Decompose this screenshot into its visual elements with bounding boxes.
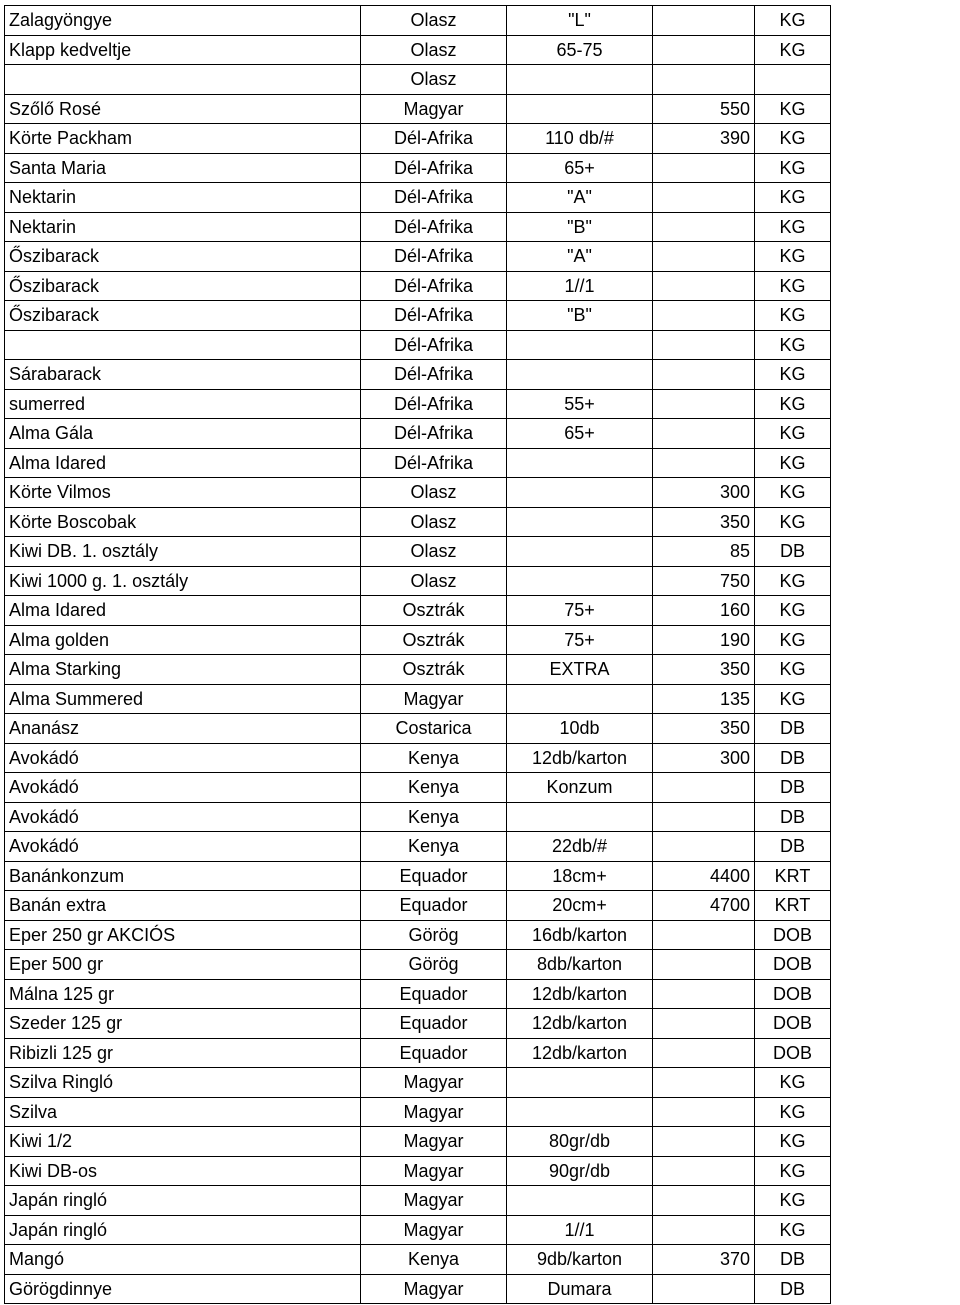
price-cell: 190 <box>653 625 755 655</box>
price-cell: 550 <box>653 94 755 124</box>
price-cell: 300 <box>653 743 755 773</box>
unit-cell: KG <box>755 94 831 124</box>
origin-cell: Magyar <box>361 1068 507 1098</box>
product-name-cell: Szilva Ringló <box>5 1068 361 1098</box>
unit-cell: DOB <box>755 1038 831 1068</box>
unit-cell: KG <box>755 1127 831 1157</box>
price-cell: 350 <box>653 655 755 685</box>
table-row <box>5 1186 831 1216</box>
price-cell <box>653 979 755 1009</box>
product-name-cell: Banán extra <box>5 891 361 921</box>
unit-cell: DB <box>755 802 831 832</box>
origin-cell: Magyar <box>361 94 507 124</box>
unit-cell: DB <box>755 743 831 773</box>
table-row <box>5 1215 831 1245</box>
product-name-cell: Avokádó <box>5 802 361 832</box>
origin-cell: Magyar <box>361 1127 507 1157</box>
product-name-cell: Eper 500 gr <box>5 950 361 980</box>
unit-cell: DOB <box>755 979 831 1009</box>
price-cell: 4400 <box>653 861 755 891</box>
price-cell: 85 <box>653 537 755 567</box>
price-cell: 370 <box>653 1245 755 1275</box>
origin-cell: Dél-Afrika <box>361 124 507 154</box>
size-cell <box>507 1068 653 1098</box>
table-row <box>5 448 831 478</box>
size-cell: EXTRA <box>507 655 653 685</box>
size-cell: 12db/karton <box>507 743 653 773</box>
unit-cell: DB <box>755 537 831 567</box>
unit-cell <box>755 65 831 95</box>
unit-cell: KG <box>755 124 831 154</box>
price-cell <box>653 360 755 390</box>
table-row <box>5 891 831 921</box>
product-name-cell: Japán ringló <box>5 1215 361 1245</box>
product-name-cell: Nektarin <box>5 183 361 213</box>
size-cell: 10db <box>507 714 653 744</box>
price-cell <box>653 330 755 360</box>
product-name-cell: Őszibarack <box>5 242 361 272</box>
size-cell <box>507 802 653 832</box>
product-name-cell: Kiwi 1/2 <box>5 1127 361 1157</box>
origin-cell: Osztrák <box>361 625 507 655</box>
table-row <box>5 743 831 773</box>
unit-cell: KG <box>755 478 831 508</box>
product-name-cell: Málna 125 gr <box>5 979 361 1009</box>
price-cell: 750 <box>653 566 755 596</box>
product-name-cell: Kiwi DB-os <box>5 1156 361 1186</box>
product-name-cell: Körte Vilmos <box>5 478 361 508</box>
origin-cell: Costarica <box>361 714 507 744</box>
table-row <box>5 1068 831 1098</box>
table-row <box>5 1097 831 1127</box>
product-name-cell: Alma Idared <box>5 596 361 626</box>
price-cell <box>653 1068 755 1098</box>
price-cell: 160 <box>653 596 755 626</box>
size-cell: 75+ <box>507 596 653 626</box>
size-cell <box>507 330 653 360</box>
price-cell <box>653 1038 755 1068</box>
unit-cell: KG <box>755 183 831 213</box>
unit-cell: KG <box>755 212 831 242</box>
table-row <box>5 802 831 832</box>
price-cell <box>653 773 755 803</box>
unit-cell: KG <box>755 566 831 596</box>
size-cell: Konzum <box>507 773 653 803</box>
table-row <box>5 183 831 213</box>
size-cell: "B" <box>507 212 653 242</box>
price-cell <box>653 802 755 832</box>
size-cell <box>507 448 653 478</box>
table-row <box>5 1127 831 1157</box>
product-name-cell: sumerred <box>5 389 361 419</box>
table-row <box>5 566 831 596</box>
size-cell: 110 db/# <box>507 124 653 154</box>
product-name-cell: Szeder 125 gr <box>5 1009 361 1039</box>
size-cell: 65+ <box>507 153 653 183</box>
size-cell <box>507 1097 653 1127</box>
origin-cell: Görög <box>361 920 507 950</box>
origin-cell: Dél-Afrika <box>361 212 507 242</box>
product-name-cell: Őszibarack <box>5 301 361 331</box>
product-name-cell: Klapp kedveltje <box>5 35 361 65</box>
price-cell <box>653 1156 755 1186</box>
size-cell <box>507 94 653 124</box>
origin-cell: Magyar <box>361 1156 507 1186</box>
product-name-cell: Avokádó <box>5 773 361 803</box>
table-row <box>5 35 831 65</box>
table-row <box>5 507 831 537</box>
size-cell: 18cm+ <box>507 861 653 891</box>
table-row <box>5 65 831 95</box>
table-row <box>5 330 831 360</box>
origin-cell: Equador <box>361 1038 507 1068</box>
origin-cell: Equador <box>361 861 507 891</box>
product-name-cell: Alma Starking <box>5 655 361 685</box>
unit-cell: KG <box>755 153 831 183</box>
size-cell <box>507 65 653 95</box>
product-name-cell: Körte Boscobak <box>5 507 361 537</box>
table-row <box>5 861 831 891</box>
unit-cell: KG <box>755 6 831 36</box>
unit-cell: KG <box>755 389 831 419</box>
price-cell <box>653 301 755 331</box>
origin-cell: Olasz <box>361 507 507 537</box>
price-cell <box>653 183 755 213</box>
price-cell <box>653 65 755 95</box>
origin-cell: Dél-Afrika <box>361 448 507 478</box>
unit-cell: KG <box>755 1215 831 1245</box>
origin-cell: Olasz <box>361 537 507 567</box>
unit-cell: DB <box>755 714 831 744</box>
table-row <box>5 714 831 744</box>
price-cell <box>653 1274 755 1304</box>
origin-cell: Dél-Afrika <box>361 360 507 390</box>
product-name-cell: Santa Maria <box>5 153 361 183</box>
product-name-cell: Kiwi 1000 g. 1. osztály <box>5 566 361 596</box>
size-cell <box>507 478 653 508</box>
product-name-cell: Alma Idared <box>5 448 361 478</box>
origin-cell: Magyar <box>361 1097 507 1127</box>
size-cell: 75+ <box>507 625 653 655</box>
table-row <box>5 1274 831 1304</box>
table-row <box>5 478 831 508</box>
size-cell: 12db/karton <box>507 979 653 1009</box>
unit-cell: DOB <box>755 950 831 980</box>
unit-cell: KG <box>755 330 831 360</box>
price-cell: 300 <box>653 478 755 508</box>
price-cell <box>653 1215 755 1245</box>
origin-cell: Magyar <box>361 1186 507 1216</box>
table-row <box>5 212 831 242</box>
unit-cell: DB <box>755 832 831 862</box>
size-cell: "A" <box>507 242 653 272</box>
table-row <box>5 1156 831 1186</box>
origin-cell: Kenya <box>361 802 507 832</box>
origin-cell: Osztrák <box>361 655 507 685</box>
size-cell <box>507 1186 653 1216</box>
size-cell: 9db/karton <box>507 1245 653 1275</box>
origin-cell: Magyar <box>361 684 507 714</box>
unit-cell: KG <box>755 419 831 449</box>
unit-cell: KG <box>755 1186 831 1216</box>
price-cell: 135 <box>653 684 755 714</box>
unit-cell: KRT <box>755 891 831 921</box>
table-row <box>5 596 831 626</box>
price-list-table <box>4 5 831 1304</box>
size-cell: "L" <box>507 6 653 36</box>
unit-cell: DB <box>755 1245 831 1275</box>
origin-cell: Dél-Afrika <box>361 153 507 183</box>
price-cell <box>653 419 755 449</box>
table-row <box>5 979 831 1009</box>
product-name-cell: Nektarin <box>5 212 361 242</box>
product-name-cell: Szőlő Rosé <box>5 94 361 124</box>
price-cell <box>653 153 755 183</box>
price-cell <box>653 242 755 272</box>
size-cell: 55+ <box>507 389 653 419</box>
unit-cell: KG <box>755 1068 831 1098</box>
unit-cell: KG <box>755 360 831 390</box>
unit-cell: KRT <box>755 861 831 891</box>
origin-cell: Magyar <box>361 1274 507 1304</box>
table-row <box>5 832 831 862</box>
table-row <box>5 94 831 124</box>
price-cell <box>653 950 755 980</box>
origin-cell: Olasz <box>361 65 507 95</box>
size-cell <box>507 507 653 537</box>
product-name-cell: Avokádó <box>5 743 361 773</box>
price-cell: 390 <box>653 124 755 154</box>
origin-cell: Equador <box>361 1009 507 1039</box>
price-cell <box>653 35 755 65</box>
table-row <box>5 625 831 655</box>
unit-cell: DOB <box>755 1009 831 1039</box>
origin-cell: Olasz <box>361 35 507 65</box>
size-cell: 16db/karton <box>507 920 653 950</box>
origin-cell: Kenya <box>361 1245 507 1275</box>
unit-cell: KG <box>755 1097 831 1127</box>
origin-cell: Kenya <box>361 743 507 773</box>
table-row <box>5 537 831 567</box>
size-cell: 22db/# <box>507 832 653 862</box>
price-cell <box>653 920 755 950</box>
product-name-cell: Japán ringló <box>5 1186 361 1216</box>
size-cell: 80gr/db <box>507 1127 653 1157</box>
unit-cell: KG <box>755 625 831 655</box>
price-cell <box>653 1127 755 1157</box>
product-name-cell: Ananász <box>5 714 361 744</box>
price-list-body <box>5 6 831 1304</box>
origin-cell: Dél-Afrika <box>361 389 507 419</box>
price-cell: 4700 <box>653 891 755 921</box>
product-name-cell: Alma Gála <box>5 419 361 449</box>
table-row <box>5 920 831 950</box>
table-row <box>5 389 831 419</box>
size-cell: 12db/karton <box>507 1009 653 1039</box>
unit-cell: KG <box>755 596 831 626</box>
unit-cell: KG <box>755 507 831 537</box>
origin-cell: Osztrák <box>361 596 507 626</box>
origin-cell: Olasz <box>361 6 507 36</box>
product-name-cell: Ribizli 125 gr <box>5 1038 361 1068</box>
table-row <box>5 773 831 803</box>
table-row <box>5 1245 831 1275</box>
size-cell: 20cm+ <box>507 891 653 921</box>
origin-cell: Kenya <box>361 773 507 803</box>
size-cell: 12db/karton <box>507 1038 653 1068</box>
table-row <box>5 655 831 685</box>
product-name-cell: Banánkonzum <box>5 861 361 891</box>
size-cell: Dumara <box>507 1274 653 1304</box>
unit-cell: DB <box>755 1274 831 1304</box>
unit-cell: KG <box>755 271 831 301</box>
product-name-cell: Eper 250 gr AKCIÓS <box>5 920 361 950</box>
unit-cell: DB <box>755 773 831 803</box>
table-row <box>5 301 831 331</box>
table-row <box>5 6 831 36</box>
size-cell: 90gr/db <box>507 1156 653 1186</box>
origin-cell: Equador <box>361 891 507 921</box>
origin-cell: Olasz <box>361 566 507 596</box>
size-cell: 1//1 <box>507 1215 653 1245</box>
unit-cell: KG <box>755 35 831 65</box>
table-row <box>5 153 831 183</box>
unit-cell: KG <box>755 242 831 272</box>
price-cell <box>653 832 755 862</box>
price-cell: 350 <box>653 507 755 537</box>
product-name-cell: Zalagyöngye <box>5 6 361 36</box>
origin-cell: Dél-Afrika <box>361 301 507 331</box>
size-cell: 65+ <box>507 419 653 449</box>
product-name-cell: Görögdinnye <box>5 1274 361 1304</box>
price-cell <box>653 1009 755 1039</box>
size-cell: "A" <box>507 183 653 213</box>
price-cell <box>653 1186 755 1216</box>
size-cell <box>507 537 653 567</box>
product-name-cell: Avokádó <box>5 832 361 862</box>
product-name-cell: Sárabarack <box>5 360 361 390</box>
price-cell <box>653 271 755 301</box>
origin-cell: Dél-Afrika <box>361 183 507 213</box>
unit-cell: KG <box>755 301 831 331</box>
size-cell <box>507 566 653 596</box>
table-row <box>5 1009 831 1039</box>
origin-cell: Magyar <box>361 1215 507 1245</box>
unit-cell: KG <box>755 655 831 685</box>
price-cell <box>653 448 755 478</box>
origin-cell: Kenya <box>361 832 507 862</box>
product-name-cell: Őszibarack <box>5 271 361 301</box>
product-name-cell: Alma Summered <box>5 684 361 714</box>
table-row <box>5 360 831 390</box>
product-name-cell: Körte Packham <box>5 124 361 154</box>
origin-cell: Dél-Afrika <box>361 242 507 272</box>
origin-cell: Görög <box>361 950 507 980</box>
size-cell: "B" <box>507 301 653 331</box>
price-cell <box>653 6 755 36</box>
price-list-sheet <box>4 5 831 1304</box>
unit-cell: DOB <box>755 920 831 950</box>
table-row <box>5 419 831 449</box>
origin-cell: Dél-Afrika <box>361 330 507 360</box>
product-name-cell: Szilva <box>5 1097 361 1127</box>
unit-cell: KG <box>755 684 831 714</box>
product-name-cell <box>5 330 361 360</box>
price-cell: 350 <box>653 714 755 744</box>
unit-cell: KG <box>755 448 831 478</box>
price-cell <box>653 1097 755 1127</box>
price-cell <box>653 212 755 242</box>
size-cell <box>507 360 653 390</box>
table-row <box>5 1038 831 1068</box>
product-name-cell: Mangó <box>5 1245 361 1275</box>
origin-cell: Dél-Afrika <box>361 419 507 449</box>
origin-cell: Dél-Afrika <box>361 271 507 301</box>
unit-cell: KG <box>755 1156 831 1186</box>
product-name-cell: Kiwi DB. 1. osztály <box>5 537 361 567</box>
price-cell <box>653 389 755 419</box>
size-cell <box>507 684 653 714</box>
size-cell: 65-75 <box>507 35 653 65</box>
product-name-cell <box>5 65 361 95</box>
table-row <box>5 271 831 301</box>
size-cell: 8db/karton <box>507 950 653 980</box>
table-row <box>5 124 831 154</box>
origin-cell: Olasz <box>361 478 507 508</box>
origin-cell: Equador <box>361 979 507 1009</box>
size-cell: 1//1 <box>507 271 653 301</box>
product-name-cell: Alma golden <box>5 625 361 655</box>
table-row <box>5 684 831 714</box>
table-row <box>5 950 831 980</box>
table-row <box>5 242 831 272</box>
